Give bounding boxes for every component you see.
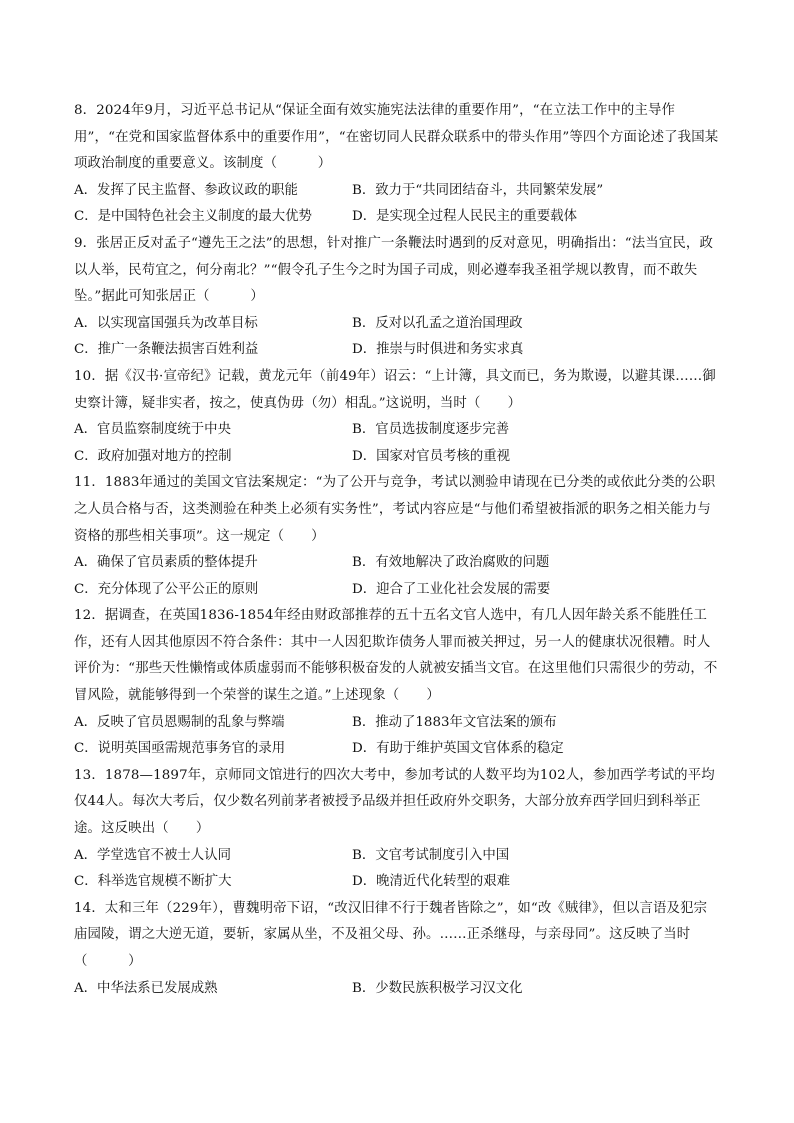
option-a: A．中华法系已发展成熟 [74,980,218,996]
option-b: B．反对以孔孟之道治国理政 [352,315,523,331]
option-d: D．推崇与时俱进和务实求真 [352,342,524,358]
question-13-options [74,843,720,896]
option-c: C．政府加强对地方的控制 [74,448,232,464]
question-8-options [74,178,720,231]
question-9-options [74,311,720,364]
option-b: B．官员选拔制度逐步完善 [352,422,510,438]
question-11-options [74,550,720,603]
question-9-stem: 9．张居正反对孟子“遵先王之法”的思想，针对推广一条鞭法时遇到的反对意见，明确指出：“法当宜民，政以人举，民苟宜之，何分南北？”“假令孔子生今之时为国子司成，则必遵奉我圣祖学规以教冑，而不敢失坠。”据此可知张居正（ ） [74,235,713,305]
option-d: D．国家对官员考核的重视 [352,448,511,464]
option-c: C．是中国特色社会主义制度的最大优势 [74,209,312,225]
exam-page [74,98,720,1002]
option-c: C．科举选官规模不断扩大 [74,874,232,890]
option-b: B．推动了1883年文官法案的颁布 [352,714,557,730]
option-c: C．说明英国亟需规范事务官的录用 [74,741,286,757]
option-b: B．少数民族积极学习汉文化 [352,980,523,996]
option-d: D．晚清近代化转型的艰难 [352,874,511,890]
question-12-stem: 12．据调查，在英国1836-1854年经由财政部推荐的五十五名文官人选中，有几人因年龄关系不能胜任工作，还有人因其他原因不符合条件：其中一人因犯欺诈债务人罪而被关押过，另一人的健康状况很糟。时人评价为：“那些天性懒惰或体质虚弱而不能够积极奋发的人就被安插当文官。在这里他们只需很少的劳动，不冒风险，就能够得到一个荣誉的谋生之道。”上述现象（ ） [74,608,718,704]
option-c: C．充分体现了公平公正的原则 [74,581,259,597]
question-11-stem: 11．1883年通过的美国文官法案规定：“为了公开与竞争，考试以测验申请现在已分类的或依此分类的公职之人员合格与否，这类测验在种类上必须有实务性”，考试内容应是“与他们希望被指派的职务之相关能力与资格的那些相关事项”。这一规定（ ） [74,475,716,544]
question-10-options [74,417,720,470]
option-c: C．推广一条鞭法损害百姓利益 [74,342,259,358]
question-14-stem: 14．太和三年（229年），曹魏明帝下诏，“改汉旧律不行于魏者皆除之”，如“改《贼律》，但以言语及犯宗庙园陵，谓之大逆无道，要斩，家属从坐，不及祖父母、孙。……正杀继母，与亲母同”。这反映了当时（ ） [74,900,708,969]
option-a: A．反映了官员恩赐制的乱象与弊端 [74,714,285,730]
option-a: A．确保了官员素质的整体提升 [74,555,258,571]
option-b: B．文官考试制度引入中国 [352,847,510,863]
option-d: D．是实现全过程人民民主的重要载体 [352,209,577,225]
option-a: A．以实现富国强兵为改革目标 [74,315,258,331]
option-a: A．发挥了民主监督、参政议政的职能 [74,182,298,198]
option-b: B．致力于“共同团结奋斗，共同繁荣发展” [352,182,604,198]
question-10-stem: 10．据《汉书·宣帝纪》记载，黄龙元年（前49年）诏云：“上计簿，具文而已，务为欺谩，以避其课……御史察计簿，疑非实者，按之，使真伪毋（勿）相乱。”这说明，当时（ ） [74,368,716,411]
question-13-stem: 13．1878—1897年，京师同文馆进行的四次大考中，参加考试的人数平均为102人，参加西学考试的平均仅44人。每次大考后，仅少数名列前茅者被授予品级并担任政府外交职务，大部分放弃西学回归到科举正途。这反映出（ ） [74,767,715,837]
question-8-stem: 8．2024年9月，习近平总书记从“保证全面有效实施宪法法律的重要作用”，“在立法工作中的主导作用”，“在党和国家监督体系中的重要作用”，“在密切同人民群众联系中的带头作用”等四个方面论述了我国某项政治制度的重要意义。该制度（ ） [74,103,719,172]
question-14-options [74,976,720,1003]
option-d: D．迎合了工业化社会发展的需要 [352,581,551,597]
option-b: B．有效地解决了政治腐败的问题 [352,555,550,571]
option-a: A．学堂选官不被士人认同 [74,847,231,863]
question-12-options [74,710,720,763]
option-d: D．有助于维护英国文官体系的稳定 [352,741,564,757]
option-a: A．官员监察制度统于中央 [74,422,231,438]
